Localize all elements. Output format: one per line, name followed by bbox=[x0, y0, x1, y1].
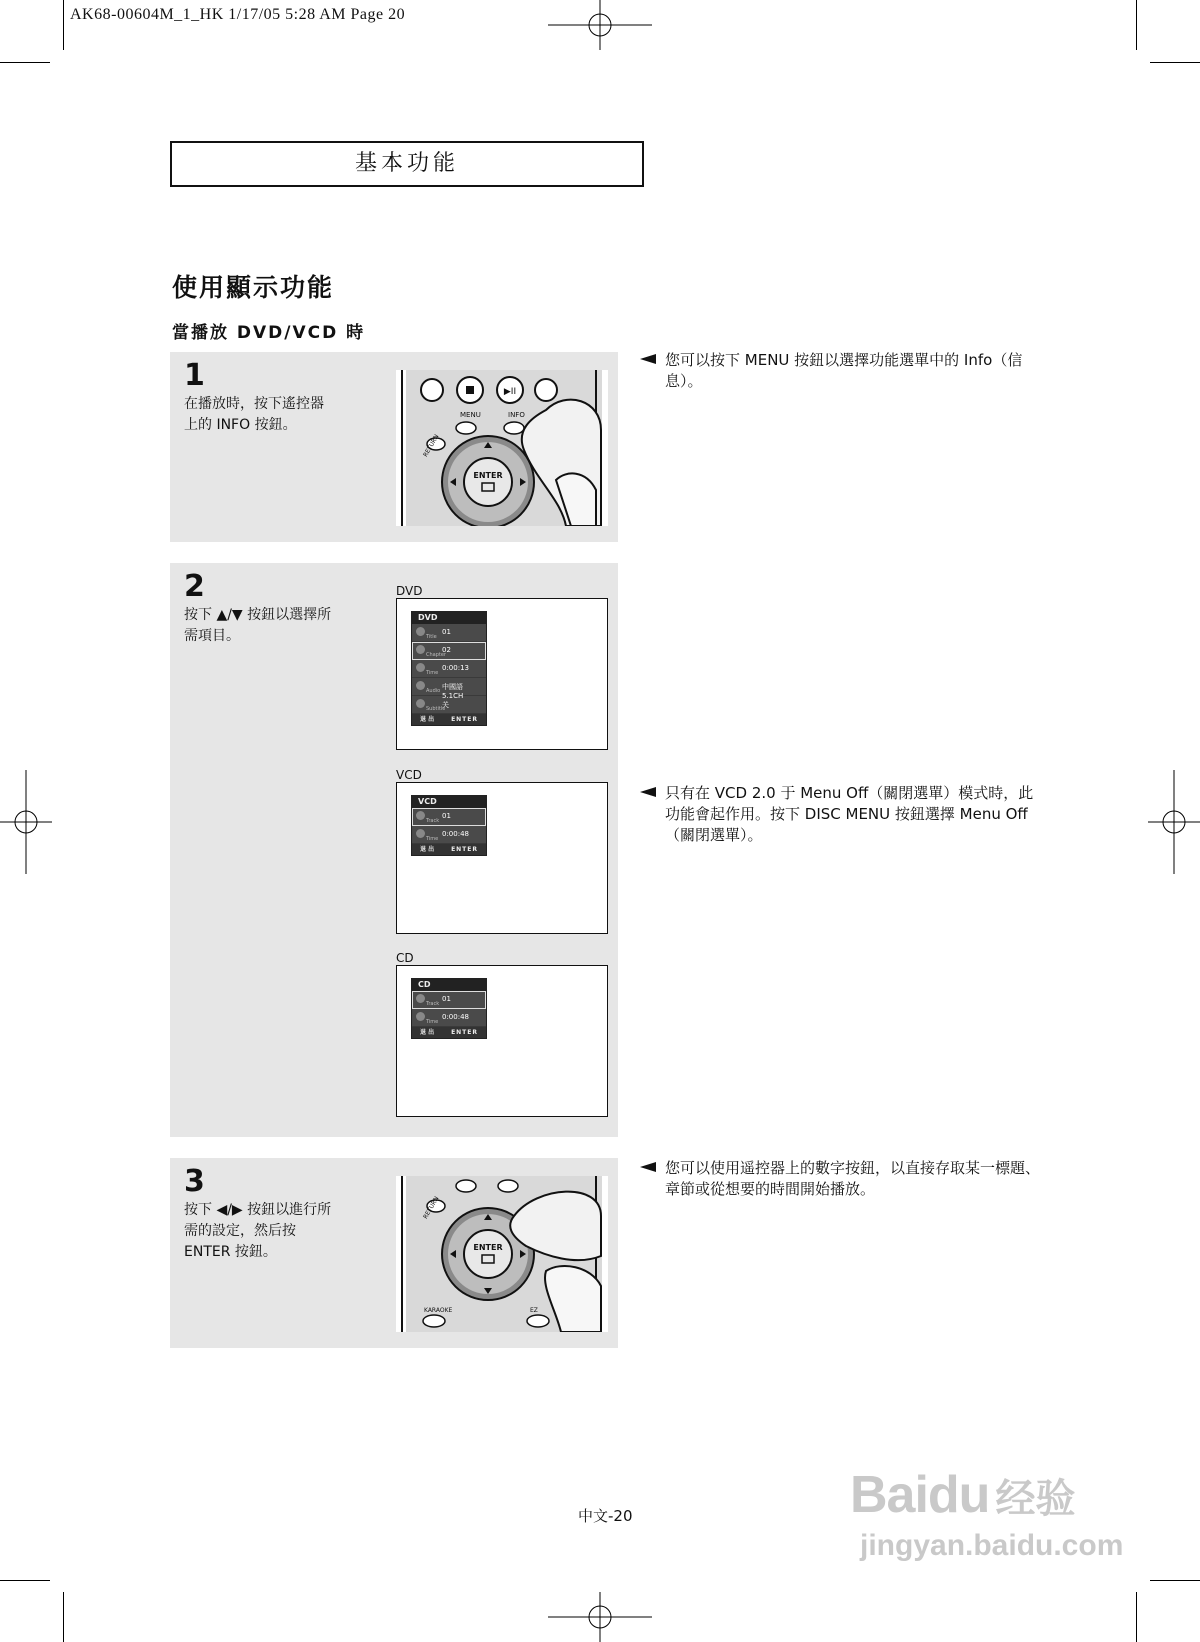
crop-mark bbox=[63, 1592, 64, 1642]
disc-icon bbox=[416, 994, 425, 1003]
screen-label-cd: CD bbox=[396, 951, 414, 965]
svg-text:ENTER: ENTER bbox=[473, 1243, 503, 1252]
svg-text:INFO: INFO bbox=[508, 411, 525, 419]
osd-title: CD bbox=[412, 979, 486, 991]
osd-row-label: Chapter bbox=[426, 652, 446, 658]
osd-row-label: Track bbox=[426, 818, 440, 824]
osd-footer-left: 退 出 bbox=[420, 846, 435, 853]
registration-mark-right bbox=[1148, 770, 1200, 874]
step-text: 在播放時，按下遙控器 上的 INFO 按鈕。 bbox=[184, 396, 324, 433]
clock-icon bbox=[416, 1012, 425, 1021]
osd-row-value: 0:00:48 bbox=[442, 830, 469, 838]
screen-cd bbox=[396, 965, 608, 1117]
svg-text:▶II: ▶II bbox=[503, 387, 517, 397]
crop-mark bbox=[1150, 62, 1200, 63]
note-text: 只有在 VCD 2.0 于 Menu Off（關閉選單）模式時，此功能會起作用。按下 DISC MENU 按鈕選擇 Menu Off（關閉選單）。 bbox=[665, 784, 1034, 844]
screen-vcd bbox=[396, 782, 608, 934]
svg-text:ENTER: ENTER bbox=[473, 471, 503, 480]
osd-row bbox=[412, 624, 486, 642]
osd-row-label: Time bbox=[426, 670, 439, 676]
osd-row bbox=[412, 826, 486, 844]
disc-icon bbox=[416, 811, 425, 820]
page-title: 使用顯示功能 bbox=[172, 273, 335, 302]
crop-mark bbox=[0, 62, 50, 63]
crop-mark bbox=[1150, 1580, 1200, 1581]
step-text: 按下 ◀/▶ 按鈕以進行所 需的設定，然后按 ENTER 按鈕。 bbox=[184, 1202, 332, 1260]
note-text: 您可以按下 MENU 按鈕以選擇功能選單中的 Info（信息）。 bbox=[665, 351, 1023, 390]
osd-panel bbox=[411, 611, 487, 726]
note-text: 您可以使用遥控器上的數字按鈕，以直接存取某一標題、章節或從想要的時間開始播放。 bbox=[665, 1159, 1041, 1198]
step-text: 按下 ▲/▼ 按鈕以選擇所 需項目。 bbox=[184, 607, 332, 644]
svg-text:KARAOKE: KARAOKE bbox=[424, 1307, 453, 1314]
disc-icon bbox=[416, 627, 425, 636]
osd-row-label: Title bbox=[426, 634, 437, 640]
registration-mark-left bbox=[0, 770, 52, 874]
osd-row-value: 0:00:48 bbox=[442, 1013, 469, 1021]
osd-row-selected bbox=[412, 991, 486, 1009]
osd-row-value: 01 bbox=[442, 995, 451, 1003]
crop-mark bbox=[63, 0, 64, 50]
clock-icon bbox=[416, 663, 425, 672]
remote-illustration bbox=[396, 370, 608, 526]
osd-row-selected bbox=[412, 642, 486, 660]
osd-row-value: 01 bbox=[442, 812, 451, 820]
osd-footer bbox=[412, 844, 486, 855]
osd-row bbox=[412, 1009, 486, 1027]
osd-row-label: Subtitle bbox=[426, 706, 446, 712]
osd-row bbox=[412, 678, 486, 700]
watermark bbox=[850, 1465, 1123, 1563]
crop-mark bbox=[1136, 1592, 1137, 1642]
remote-illustration bbox=[396, 1176, 608, 1332]
section-title: 基本功能 bbox=[170, 141, 644, 187]
arrow-left-icon bbox=[640, 354, 656, 364]
screen-label-dvd: DVD bbox=[396, 584, 423, 598]
crop-mark bbox=[0, 1580, 50, 1581]
page-number: 中文-20 bbox=[578, 1507, 633, 1525]
osd-footer-right: ENTER bbox=[451, 716, 478, 723]
step-number: 3 bbox=[184, 1164, 205, 1199]
osd-row-value: 02 bbox=[442, 646, 451, 654]
svg-text:MENU: MENU bbox=[460, 411, 481, 419]
osd-row-value: 01 bbox=[442, 628, 451, 636]
osd-footer-right: ENTER bbox=[451, 846, 478, 853]
osd-panel bbox=[411, 978, 487, 1039]
osd-row-label: Time bbox=[426, 1019, 439, 1025]
watermark-logo: Baidu bbox=[850, 1466, 990, 1524]
osd-row-value: 中國語 5.1CH bbox=[442, 683, 464, 700]
print-header: AK68-00604M_1_HK 1/17/05 5:28 AM Page 20 bbox=[70, 6, 406, 23]
subtitle-icon bbox=[416, 699, 425, 708]
arrow-left-icon bbox=[640, 787, 656, 797]
svg-text:EZ: EZ bbox=[530, 1307, 538, 1314]
osd-footer bbox=[412, 714, 486, 725]
chapter-icon bbox=[416, 645, 425, 654]
screen-label-vcd: VCD bbox=[396, 768, 422, 782]
note-3 bbox=[665, 1158, 1045, 1200]
watermark-url: jingyan.baidu.com bbox=[860, 1529, 1124, 1562]
screen-dvd bbox=[396, 598, 608, 750]
osd-row-label: Time bbox=[426, 836, 439, 842]
step-2-panel bbox=[170, 563, 618, 1137]
osd-row-label: Track bbox=[426, 1001, 440, 1007]
osd-title: DVD bbox=[412, 612, 486, 624]
audio-icon bbox=[416, 681, 425, 690]
registration-mark-top bbox=[548, 0, 652, 50]
osd-row-value: 关 bbox=[442, 701, 449, 709]
sub-title: 當播放 DVD/VCD 時 bbox=[172, 323, 366, 343]
registration-mark-bottom bbox=[548, 1592, 652, 1642]
step-number: 1 bbox=[184, 358, 205, 393]
osd-footer-left: 退 出 bbox=[420, 716, 435, 723]
osd-footer-left: 退 出 bbox=[420, 1029, 435, 1036]
clock-icon bbox=[416, 829, 425, 838]
watermark-cn: 经验 bbox=[995, 1476, 1076, 1522]
osd-footer bbox=[412, 1027, 486, 1038]
step-1-panel bbox=[170, 352, 618, 542]
osd-row bbox=[412, 696, 486, 714]
crop-mark bbox=[1136, 0, 1137, 50]
arrow-left-icon bbox=[640, 1162, 656, 1172]
svg-text:RETURN: RETURN bbox=[422, 433, 441, 459]
step-3-panel bbox=[170, 1158, 618, 1348]
osd-row-value: 0:00:13 bbox=[442, 664, 469, 672]
osd-row bbox=[412, 660, 486, 678]
note-2 bbox=[665, 783, 1045, 846]
osd-title: VCD bbox=[412, 796, 486, 808]
step-number: 2 bbox=[184, 569, 205, 604]
osd-row-label: Audio bbox=[426, 688, 441, 694]
svg-text:RETURN: RETURN bbox=[422, 1195, 441, 1221]
note-1 bbox=[665, 350, 1045, 392]
osd-panel bbox=[411, 795, 487, 856]
osd-row-selected bbox=[412, 808, 486, 826]
osd-footer-right: ENTER bbox=[451, 1029, 478, 1036]
